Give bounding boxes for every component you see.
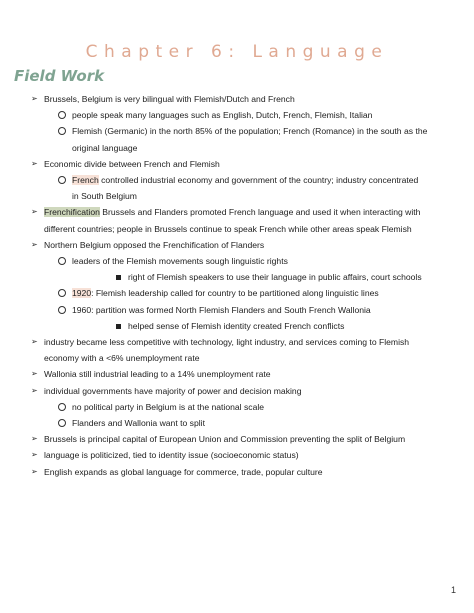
page-number: 1 — [450, 585, 456, 595]
outline-line — [0, 172, 474, 188]
circle-bullet-icon — [58, 306, 66, 314]
circle-bullet-icon — [58, 257, 66, 265]
circle-bullet-icon — [58, 176, 66, 184]
line-text: Brussels and Flanders promoted French language and used it when interacting with — [99, 207, 421, 218]
outline-line — [0, 350, 474, 366]
line-text: original language — [72, 142, 138, 153]
line-text: Northern Belgium opposed the Frenchification of Flanders — [44, 239, 265, 250]
outline-line — [0, 188, 474, 204]
arrow-bullet-icon: ➢ — [31, 466, 38, 476]
line-text: Wallonia still industrial leading to a 14% unemployment rate — [44, 369, 271, 380]
line-text: Flemish (Germanic) in the north 85% of the population; French (Romance) in the south as the — [72, 126, 428, 137]
outline-line — [0, 415, 474, 431]
line-text: right of Flemish speakers to use their language in public affairs, court schools — [128, 272, 422, 283]
outline-line — [0, 269, 474, 285]
circle-bullet-icon — [58, 403, 66, 411]
outline-line — [0, 383, 474, 399]
outline-line — [0, 221, 474, 237]
outline-line — [0, 91, 474, 107]
outline-line — [0, 318, 474, 334]
outline-line — [0, 285, 474, 301]
highlighted-term: Frenchification — [44, 207, 100, 218]
line-text: no political party in Belgium is at the national scale — [72, 401, 265, 412]
line-text: controlled industrial economy and government of the country; industry concentrated — [98, 175, 419, 186]
line-text: helped sense of Flemish identity created French conflicts — [128, 320, 345, 331]
square-bullet-icon — [116, 324, 121, 329]
outline-line — [0, 447, 474, 463]
line-text: individual governments have majority of power and decision making — [44, 385, 302, 396]
square-bullet-icon — [116, 275, 121, 280]
circle-bullet-icon — [58, 127, 66, 135]
outline-line — [0, 140, 474, 156]
circle-bullet-icon — [58, 111, 66, 119]
outline-line — [0, 253, 474, 269]
outline-line — [0, 204, 474, 220]
arrow-bullet-icon: ➢ — [31, 239, 38, 249]
arrow-bullet-icon: ➢ — [31, 369, 38, 379]
outline-line — [0, 302, 474, 318]
arrow-bullet-icon: ➢ — [31, 207, 38, 217]
line-text: different countries; people in Brussels continue to speak French while other areas speak Flemish — [44, 223, 412, 234]
outline-line — [0, 334, 474, 350]
highlighted-term: 1920 — [72, 288, 92, 299]
arrow-bullet-icon: ➢ — [31, 337, 38, 347]
outline-line — [0, 156, 474, 172]
line-text: Economic divide between French and Flemish — [44, 158, 220, 169]
outline-line — [0, 366, 474, 382]
highlighted-term: French — [72, 175, 99, 186]
line-text: Brussels, Belgium is very bilingual with Flemish/Dutch and French — [44, 94, 295, 104]
outline-line — [0, 107, 474, 123]
line-text: language is politicized, tied to identity issue (socioeconomic status) — [44, 450, 299, 461]
line-text: leaders of the Flemish movements sough linguistic rights — [72, 256, 288, 267]
line-text: : Flemish leadership called for country to be partitioned along linguistic lines — [91, 288, 379, 299]
arrow-bullet-icon: ➢ — [31, 158, 38, 168]
line-text: in South Belgium — [72, 191, 137, 202]
arrow-bullet-icon: ➢ — [31, 434, 38, 444]
line-text: Flanders and Wallonia want to split — [72, 418, 205, 429]
line-text: people speak many languages such as English, Dutch, French, Flemish, Italian — [72, 110, 373, 121]
outline-line — [0, 237, 474, 253]
circle-bullet-icon — [58, 289, 66, 297]
section-heading: Field Work — [14, 67, 105, 85]
arrow-bullet-icon: ➢ — [31, 450, 38, 460]
line-text: English expands as global language for commerce, trade, popular culture — [44, 466, 323, 477]
outline-line — [0, 123, 474, 139]
line-text: Brussels is principal capital of European Union and Commission preventing the split of Belgium — [44, 434, 406, 445]
line-text: economy with a <6% unemployment rate — [44, 353, 200, 364]
outline-line — [0, 464, 474, 480]
arrow-bullet-icon: ➢ — [31, 94, 38, 103]
line-text: 1960: partition was formed North Flemish Flanders and South French Wallonia — [72, 304, 371, 315]
outline-line — [0, 399, 474, 415]
line-text: industry became less competitive with technology, light industry, and services coming to Flemish — [44, 337, 410, 348]
document-title: Chapter 6: Language — [85, 42, 389, 62]
outline-line — [0, 431, 474, 447]
arrow-bullet-icon: ➢ — [31, 385, 38, 395]
circle-bullet-icon — [58, 419, 66, 427]
notes-outline — [0, 91, 474, 480]
